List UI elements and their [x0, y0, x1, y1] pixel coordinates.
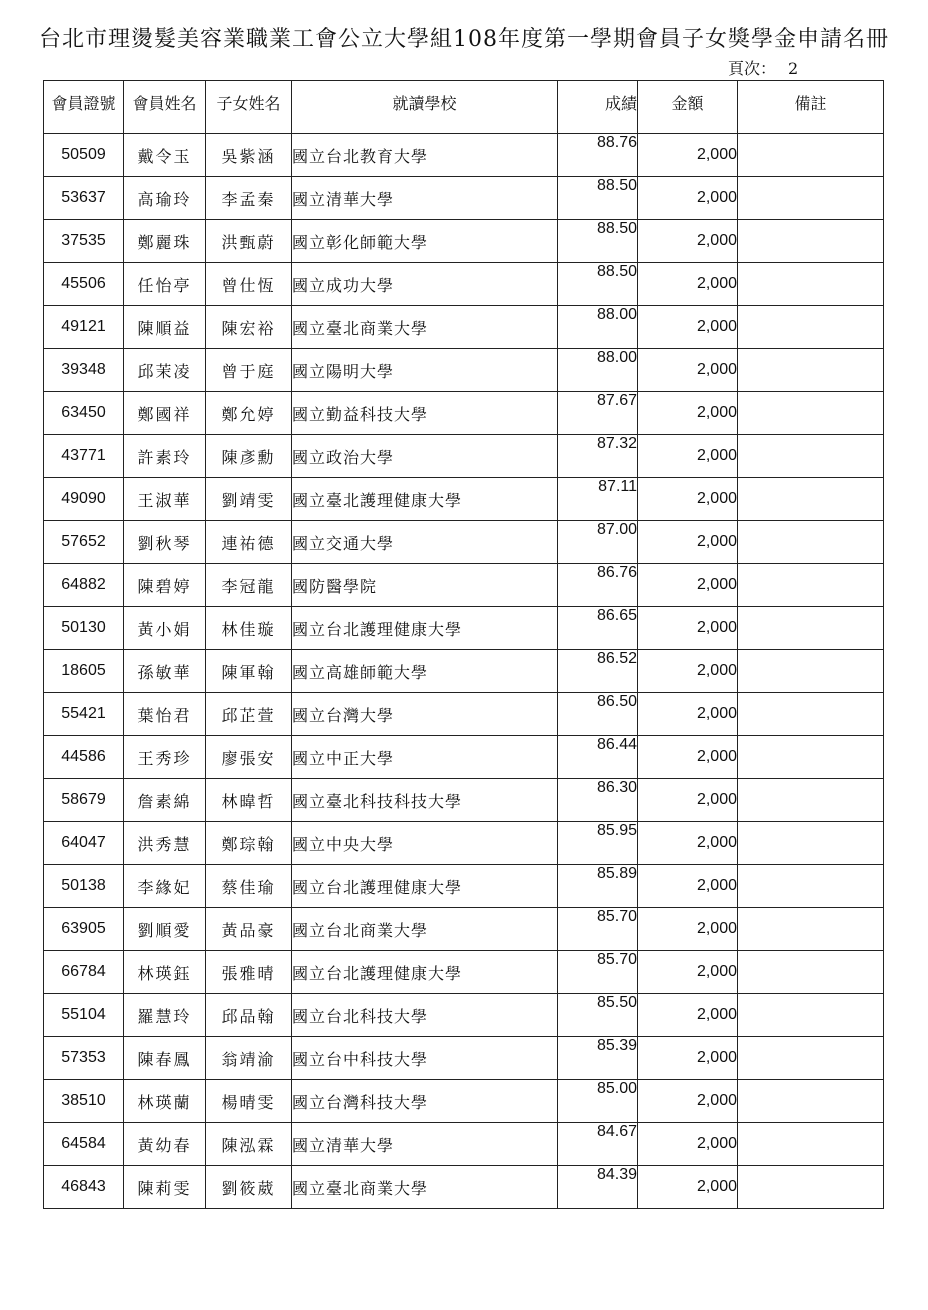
- cell-amount: 2,000: [638, 306, 738, 349]
- cell-score: 88.50: [558, 220, 638, 263]
- table-row: [44, 779, 884, 822]
- table-body: [44, 134, 884, 1209]
- cell-score: 87.11: [558, 478, 638, 521]
- cell-member-id: 50509: [44, 134, 124, 177]
- cell-member-id: 57652: [44, 521, 124, 564]
- cell-score: 84.39: [558, 1166, 638, 1209]
- cell-child-name: 陳泓霖: [206, 1123, 292, 1166]
- cell-amount: 2,000: [638, 994, 738, 1037]
- cell-note: [738, 349, 884, 392]
- cell-school: 國立台灣科技大學: [292, 1080, 558, 1123]
- cell-member-id: 44586: [44, 736, 124, 779]
- header-row: [44, 81, 884, 134]
- cell-school: 國立台灣大學: [292, 693, 558, 736]
- cell-child-name: 邱芷萱: [206, 693, 292, 736]
- cell-child-name: 鄭琮翰: [206, 822, 292, 865]
- header-member-id: 會員證號: [44, 81, 124, 134]
- cell-child-name: 翁靖渝: [206, 1037, 292, 1080]
- cell-school: 國立中央大學: [292, 822, 558, 865]
- cell-member-name: 黃小娟: [124, 607, 206, 650]
- cell-member-name: 高瑜玲: [124, 177, 206, 220]
- cell-child-name: 陳彥勳: [206, 435, 292, 478]
- cell-school: 國立政治大學: [292, 435, 558, 478]
- cell-amount: 2,000: [638, 263, 738, 306]
- cell-child-name: 鄭允婷: [206, 392, 292, 435]
- cell-school: 國立陽明大學: [292, 349, 558, 392]
- cell-amount: 2,000: [638, 908, 738, 951]
- cell-school: 國立臺北商業大學: [292, 1166, 558, 1209]
- cell-member-name: 王秀珍: [124, 736, 206, 779]
- cell-note: [738, 650, 884, 693]
- table-row: [44, 994, 884, 1037]
- cell-child-name: 楊晴雯: [206, 1080, 292, 1123]
- cell-member-name: 詹素綿: [124, 779, 206, 822]
- table-row: [44, 435, 884, 478]
- cell-child-name: 陳軍翰: [206, 650, 292, 693]
- cell-member-id: 49090: [44, 478, 124, 521]
- cell-school: 國立中正大學: [292, 736, 558, 779]
- table-row: [44, 865, 884, 908]
- cell-score: 85.39: [558, 1037, 638, 1080]
- cell-member-name: 劉順愛: [124, 908, 206, 951]
- cell-member-id: 39348: [44, 349, 124, 392]
- cell-child-name: 連祐德: [206, 521, 292, 564]
- cell-member-name: 陳春鳳: [124, 1037, 206, 1080]
- cell-school: 國立台北教育大學: [292, 134, 558, 177]
- cell-school: 國立勤益科技大學: [292, 392, 558, 435]
- cell-score: 87.32: [558, 435, 638, 478]
- cell-note: [738, 736, 884, 779]
- cell-child-name: 蔡佳瑜: [206, 865, 292, 908]
- table-row: [44, 521, 884, 564]
- cell-score: 86.76: [558, 564, 638, 607]
- cell-member-name: 王淑華: [124, 478, 206, 521]
- cell-note: [738, 306, 884, 349]
- cell-note: [738, 994, 884, 1037]
- cell-amount: 2,000: [638, 693, 738, 736]
- header-member-name: 會員姓名: [124, 81, 206, 134]
- table-row: [44, 693, 884, 736]
- cell-child-name: 黃品豪: [206, 908, 292, 951]
- cell-member-id: 58679: [44, 779, 124, 822]
- cell-score: 85.00: [558, 1080, 638, 1123]
- cell-member-id: 66784: [44, 951, 124, 994]
- cell-member-name: 許素玲: [124, 435, 206, 478]
- cell-score: 87.67: [558, 392, 638, 435]
- cell-school: 國立臺北護理健康大學: [292, 478, 558, 521]
- cell-member-name: 劉秋琴: [124, 521, 206, 564]
- cell-amount: 2,000: [638, 1166, 738, 1209]
- cell-member-name: 洪秀慧: [124, 822, 206, 865]
- cell-score: 86.65: [558, 607, 638, 650]
- table-row: [44, 564, 884, 607]
- cell-note: [738, 435, 884, 478]
- cell-member-name: 林瑛蘭: [124, 1080, 206, 1123]
- cell-school: 國立彰化師範大學: [292, 220, 558, 263]
- cell-member-name: 陳莉雯: [124, 1166, 206, 1209]
- cell-amount: 2,000: [638, 736, 738, 779]
- cell-amount: 2,000: [638, 1037, 738, 1080]
- header-child-name: 子女姓名: [206, 81, 292, 134]
- cell-score: 88.50: [558, 177, 638, 220]
- cell-child-name: 廖張安: [206, 736, 292, 779]
- cell-amount: 2,000: [638, 1080, 738, 1123]
- cell-score: 88.00: [558, 349, 638, 392]
- cell-score: 86.44: [558, 736, 638, 779]
- header-school: 就讀學校: [292, 81, 558, 134]
- cell-score: 86.30: [558, 779, 638, 822]
- cell-note: [738, 392, 884, 435]
- table-row: [44, 1123, 884, 1166]
- cell-note: [738, 134, 884, 177]
- cell-school: 國立台中科技大學: [292, 1037, 558, 1080]
- cell-note: [738, 1080, 884, 1123]
- page-label: 頁次：: [728, 59, 777, 78]
- cell-school: 國立台北商業大學: [292, 908, 558, 951]
- cell-member-name: 鄭國祥: [124, 392, 206, 435]
- cell-score: 86.50: [558, 693, 638, 736]
- table-row: [44, 478, 884, 521]
- cell-child-name: 吳紫涵: [206, 134, 292, 177]
- cell-note: [738, 822, 884, 865]
- cell-school: 國立台北科技大學: [292, 994, 558, 1037]
- cell-amount: 2,000: [638, 349, 738, 392]
- cell-member-id: 57353: [44, 1037, 124, 1080]
- cell-amount: 2,000: [638, 865, 738, 908]
- table-row: [44, 908, 884, 951]
- cell-amount: 2,000: [638, 435, 738, 478]
- cell-amount: 2,000: [638, 1123, 738, 1166]
- cell-member-name: 羅慧玲: [124, 994, 206, 1037]
- cell-member-id: 37535: [44, 220, 124, 263]
- cell-member-id: 49121: [44, 306, 124, 349]
- cell-note: [738, 1123, 884, 1166]
- cell-member-id: 45506: [44, 263, 124, 306]
- page-number: 2: [788, 59, 799, 78]
- cell-school: 國立清華大學: [292, 1123, 558, 1166]
- table-row: [44, 220, 884, 263]
- cell-amount: 2,000: [638, 392, 738, 435]
- cell-note: [738, 693, 884, 736]
- cell-member-id: 50138: [44, 865, 124, 908]
- cell-score: 87.00: [558, 521, 638, 564]
- cell-school: 國立清華大學: [292, 177, 558, 220]
- cell-score: 84.67: [558, 1123, 638, 1166]
- cell-school: 國立成功大學: [292, 263, 558, 306]
- cell-child-name: 張雅晴: [206, 951, 292, 994]
- cell-amount: 2,000: [638, 951, 738, 994]
- header-note: 備註: [738, 81, 884, 134]
- cell-note: [738, 177, 884, 220]
- cell-member-id: 38510: [44, 1080, 124, 1123]
- cell-member-name: 李緣妃: [124, 865, 206, 908]
- cell-child-name: 林暐哲: [206, 779, 292, 822]
- cell-note: [738, 1166, 884, 1209]
- cell-child-name: 劉筱葳: [206, 1166, 292, 1209]
- table-row: [44, 349, 884, 392]
- cell-school: 國立高雄師範大學: [292, 650, 558, 693]
- cell-member-id: 55104: [44, 994, 124, 1037]
- cell-member-name: 任怡亭: [124, 263, 206, 306]
- cell-amount: 2,000: [638, 220, 738, 263]
- cell-member-name: 邱茉凌: [124, 349, 206, 392]
- cell-amount: 2,000: [638, 134, 738, 177]
- cell-member-name: 戴令玉: [124, 134, 206, 177]
- cell-member-id: 64584: [44, 1123, 124, 1166]
- table-row: [44, 1037, 884, 1080]
- table-row: [44, 134, 884, 177]
- cell-member-name: 陳碧婷: [124, 564, 206, 607]
- cell-amount: 2,000: [638, 650, 738, 693]
- header-score: 成績: [558, 81, 638, 134]
- table-row: [44, 263, 884, 306]
- cell-child-name: 陳宏裕: [206, 306, 292, 349]
- cell-child-name: 李冠龍: [206, 564, 292, 607]
- cell-note: [738, 865, 884, 908]
- cell-child-name: 劉靖雯: [206, 478, 292, 521]
- cell-member-name: 鄭麗珠: [124, 220, 206, 263]
- cell-member-id: 46843: [44, 1166, 124, 1209]
- table-row: [44, 392, 884, 435]
- cell-score: 88.50: [558, 263, 638, 306]
- cell-amount: 2,000: [638, 779, 738, 822]
- cell-member-id: 63450: [44, 392, 124, 435]
- cell-note: [738, 779, 884, 822]
- cell-child-name: 李孟秦: [206, 177, 292, 220]
- cell-score: 85.50: [558, 994, 638, 1037]
- cell-note: [738, 263, 884, 306]
- document-title: 台北市理燙髮美容業職業工會公立大學組108年度第一學期會員子女獎學金申請名冊: [39, 27, 889, 52]
- cell-score: 88.00: [558, 306, 638, 349]
- cell-member-id: 64882: [44, 564, 124, 607]
- cell-note: [738, 564, 884, 607]
- table-row: [44, 1166, 884, 1209]
- cell-member-id: 18605: [44, 650, 124, 693]
- cell-member-name: 陳順益: [124, 306, 206, 349]
- cell-member-id: 43771: [44, 435, 124, 478]
- cell-note: [738, 521, 884, 564]
- cell-member-name: 黃幼春: [124, 1123, 206, 1166]
- cell-member-id: 53637: [44, 177, 124, 220]
- cell-amount: 2,000: [638, 607, 738, 650]
- table-row: [44, 822, 884, 865]
- table-row: [44, 951, 884, 994]
- cell-score: 85.70: [558, 908, 638, 951]
- cell-note: [738, 478, 884, 521]
- cell-school: 國立台北護理健康大學: [292, 865, 558, 908]
- cell-member-name: 孫敏華: [124, 650, 206, 693]
- cell-note: [738, 908, 884, 951]
- cell-note: [738, 951, 884, 994]
- cell-score: 85.89: [558, 865, 638, 908]
- table-row: [44, 1080, 884, 1123]
- cell-score: 85.95: [558, 822, 638, 865]
- cell-child-name: 邱品翰: [206, 994, 292, 1037]
- cell-child-name: 曾仕恆: [206, 263, 292, 306]
- cell-member-id: 50130: [44, 607, 124, 650]
- cell-note: [738, 220, 884, 263]
- cell-amount: 2,000: [638, 521, 738, 564]
- cell-school: 國立台北護理健康大學: [292, 607, 558, 650]
- scholarship-roster-table: [43, 80, 884, 1209]
- cell-note: [738, 607, 884, 650]
- cell-school: 國立臺北商業大學: [292, 306, 558, 349]
- cell-amount: 2,000: [638, 478, 738, 521]
- cell-score: 85.70: [558, 951, 638, 994]
- table-row: [44, 650, 884, 693]
- cell-child-name: 曾于庭: [206, 349, 292, 392]
- cell-child-name: 洪甄蔚: [206, 220, 292, 263]
- cell-member-name: 葉怡君: [124, 693, 206, 736]
- cell-school: 國立交通大學: [292, 521, 558, 564]
- cell-school: 國立台北護理健康大學: [292, 951, 558, 994]
- cell-member-id: 64047: [44, 822, 124, 865]
- table-row: [44, 306, 884, 349]
- header-amount: 金額: [638, 81, 738, 134]
- cell-member-id: 63905: [44, 908, 124, 951]
- cell-member-name: 林瑛鈺: [124, 951, 206, 994]
- cell-amount: 2,000: [638, 564, 738, 607]
- table-row: [44, 177, 884, 220]
- cell-amount: 2,000: [638, 822, 738, 865]
- cell-member-id: 55421: [44, 693, 124, 736]
- cell-school: 國立臺北科技科技大學: [292, 779, 558, 822]
- cell-note: [738, 1037, 884, 1080]
- table-row: [44, 736, 884, 779]
- cell-amount: 2,000: [638, 177, 738, 220]
- cell-school: 國防醫學院: [292, 564, 558, 607]
- page-number-label: [728, 56, 798, 79]
- cell-score: 86.52: [558, 650, 638, 693]
- cell-score: 88.76: [558, 134, 638, 177]
- table-row: [44, 607, 884, 650]
- cell-child-name: 林佳璇: [206, 607, 292, 650]
